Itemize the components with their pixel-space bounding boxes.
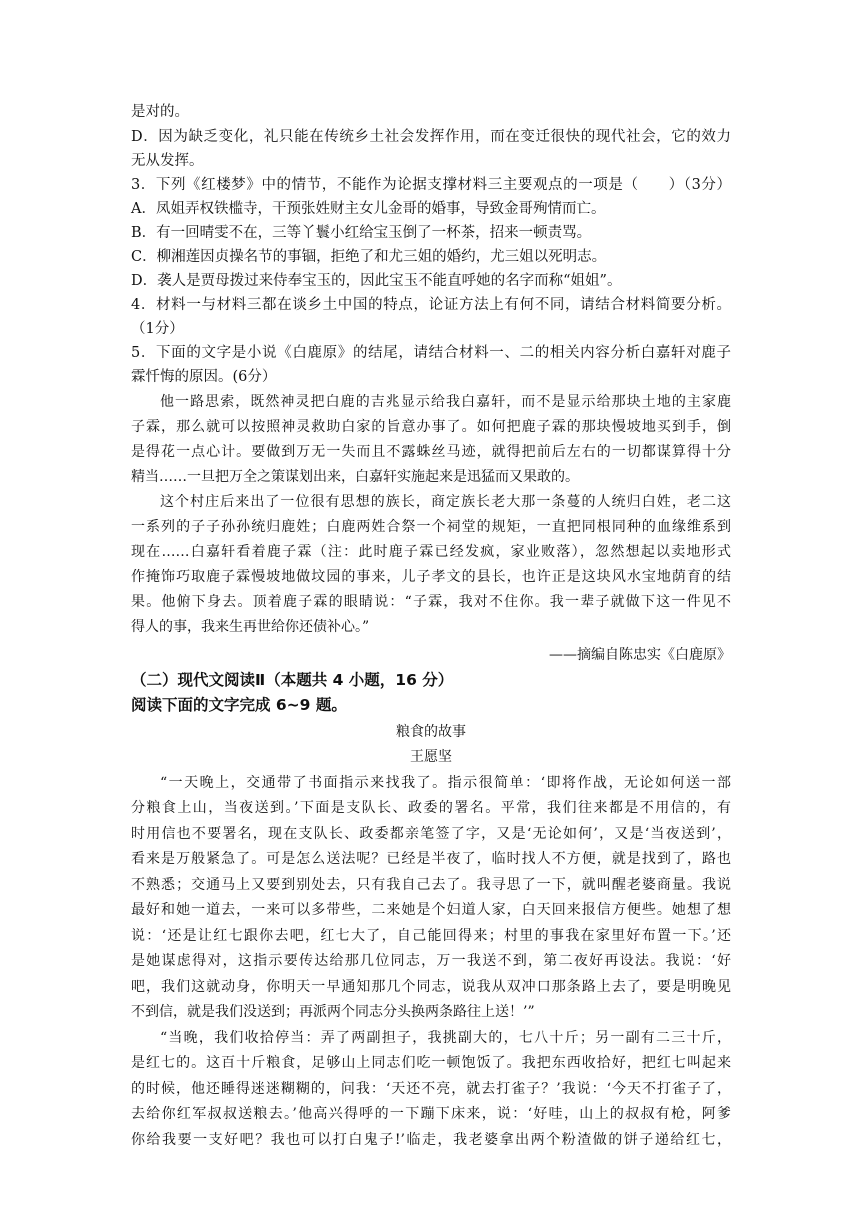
- story-line: 你给我要一支好吧？我也可以打白鬼子!’临走，我老婆拿出两个粉渣做的饼子递给红七，: [131, 1132, 731, 1148]
- story-line: 是她谋虑得对，这指示要传达给那几位同志，万一我送不到，第二夜好再设法。我说：‘好: [131, 953, 731, 969]
- story-line: “当晚，我们收拾停当：弄了两副担子，我挑副大的，七八十斤；另一副有二三十斤，: [160, 1030, 731, 1046]
- excerpt-line: 得人的事，我来生再世给你还债补心。”: [131, 619, 370, 635]
- question-4-score: （1分）: [131, 321, 184, 337]
- story-line: 说：‘还是让红七跟你去吧，红七大了，自己能回得来；村里的事我在家里好布置一下。’还: [131, 928, 731, 944]
- story-line: 看来是万般紧急了。可是怎么送法呢？已经是半夜了，临时找人不方便，就是找到了，路也: [131, 851, 731, 867]
- story-title: 粮食的故事: [396, 724, 466, 740]
- text-line: 是对的。: [131, 104, 189, 120]
- question-5-stem: 5．下面的文字是小说《白鹿原》的结尾，请结合材料一、二的相关内容分析白嘉轩对鹿子: [131, 345, 731, 361]
- excerpt-line: 他一路思索，既然神灵把白鹿的吉兆显示给我白嘉轩，而不是显示给那块土地的主家鹿: [160, 394, 731, 410]
- story-line: 最好和她一道去，一来可以多带些，二来她是个妇道人家，白天回来报信方便些。她想了想: [131, 902, 731, 918]
- excerpt-source: ——摘编自陈忠实《白鹿原》: [549, 647, 731, 663]
- story-line: 去给你红军叔叔送粮去。’他高兴得呼的一下蹦下床来，说：‘好哇，山上的叔叔有枪，阿爹: [131, 1106, 731, 1122]
- story-line: 不到信，就是我们没送到；再派两个同志分头换两条路往上送！’”: [131, 1004, 535, 1020]
- story-line: 时用信也不要署名，现在支队长、政委都亲笔签了字，又是‘无论如何’，又是‘当夜送到’，: [131, 826, 731, 842]
- excerpt-line: 子霖，那么就可以按照神灵救助白家的旨意办事了。如何把鹿子霖的那块慢坡地买到手，倒: [131, 419, 731, 435]
- story-line: 分粮食上山，当夜送到。’下面是支队长、政委的署名。平常，我们往来都是不用信的，有: [131, 800, 731, 816]
- question-3-option-b: B．有一回晴雯不在，三等丫鬟小红给宝玉倒了一杯茶，招来一顿责骂。: [131, 225, 592, 241]
- story-line: 吧，我们这就动身，你明天一早通知那几个同志，说我从双冲口那条路上去了，要是明晚见: [131, 979, 731, 995]
- story-line: “一天晚上，交通带了书面指示来找我了。指示很简单：‘即将作战，无论如何送一部: [160, 775, 731, 791]
- text-line: 无从发挥。: [131, 153, 204, 169]
- question-3-option-d: D．袭人是贾母拨过来侍奉宝玉的，因此宝玉不能直呼她的名字而称“姐姐”。: [131, 273, 622, 289]
- excerpt-line: 精当……一旦把万全之策谋划出来，白嘉轩实施起来是迅猛而又果敢的。: [131, 469, 579, 485]
- story-author: 王愿坚: [410, 749, 452, 765]
- question-4-stem: 4．材料一与材料三都在谈乡土中国的特点，论证方法上有何不同，请结合材料简要分析。: [131, 297, 731, 313]
- excerpt-line: 果。他俯下身去。顶着鹿子霖的眼睛说：“子霖，我对不住你。我一辈子就做下这一件见不: [131, 594, 731, 610]
- option-d-text: D．因为缺乏变化，礼只能在传统乡土社会发挥作用，而在变迁很快的现代社会，它的效力: [131, 129, 731, 145]
- excerpt-line: 作掩饰巧取鹿子霖慢坡地做坟园的事来，儿子孝文的县长，也许正是这块风水宝地荫育的结: [131, 569, 731, 585]
- story-line: 不熟悉；交通马上又要到别处去，只有我自己去了。我寻思了一下，就叫醒老婆商量。我说: [131, 877, 731, 893]
- story-line: 的时候，他还睡得迷迷糊糊的，问我：‘天还不亮，就去打雀子？’我说：‘今天不打雀子了，: [131, 1081, 731, 1097]
- question-3-option-a: A．凤姐弄权铁槛寺，干预张姓财主女儿金哥的婚事，导致金哥殉情而亡。: [131, 201, 606, 217]
- question-3-stem: 3．下列《红楼梦》中的情节，不能作为论据支撑材料三主要观点的一项是（ ）（3分）: [131, 177, 731, 193]
- question-3-option-c: C．柳湘莲因贞操名节的事锢，拒绝了和尤三姐的婚约，尤三姐以死明志。: [131, 249, 607, 265]
- section-instruction: 阅读下面的文字完成 6~9 题。: [131, 696, 347, 714]
- excerpt-line: 这个村庄后来出了一位很有思想的族长，商定族长老大那一条蔓的人统归白姓，老二这: [160, 494, 731, 510]
- question-5-stem-cont: 霖忏悔的原因。(6分）: [131, 369, 277, 385]
- excerpt-line: 一系列的子子孙孙统归鹿姓；白鹿两姓合祭一个祠堂的规矩，一直把同根同种的血缘维系到: [131, 519, 731, 535]
- excerpt-line: 是得花一点心计。要做到万无一失而且不露蛛丝马迹，就得把前后左右的一切都谋算得十分: [131, 444, 731, 460]
- section-heading: （二）现代文阅读Ⅱ（本题共 4 小题，16 分）: [131, 671, 454, 689]
- excerpt-line: 现在……白嘉轩看着鹿子霖（注：此时鹿子霖已经发疯，家业败落），忽然想起以卖地形式: [131, 544, 731, 560]
- story-line: 是红七的。这百十斤粮食，足够山上同志们吃一顿饱饭了。我把东西收拾好，把红七叫起来: [131, 1055, 731, 1071]
